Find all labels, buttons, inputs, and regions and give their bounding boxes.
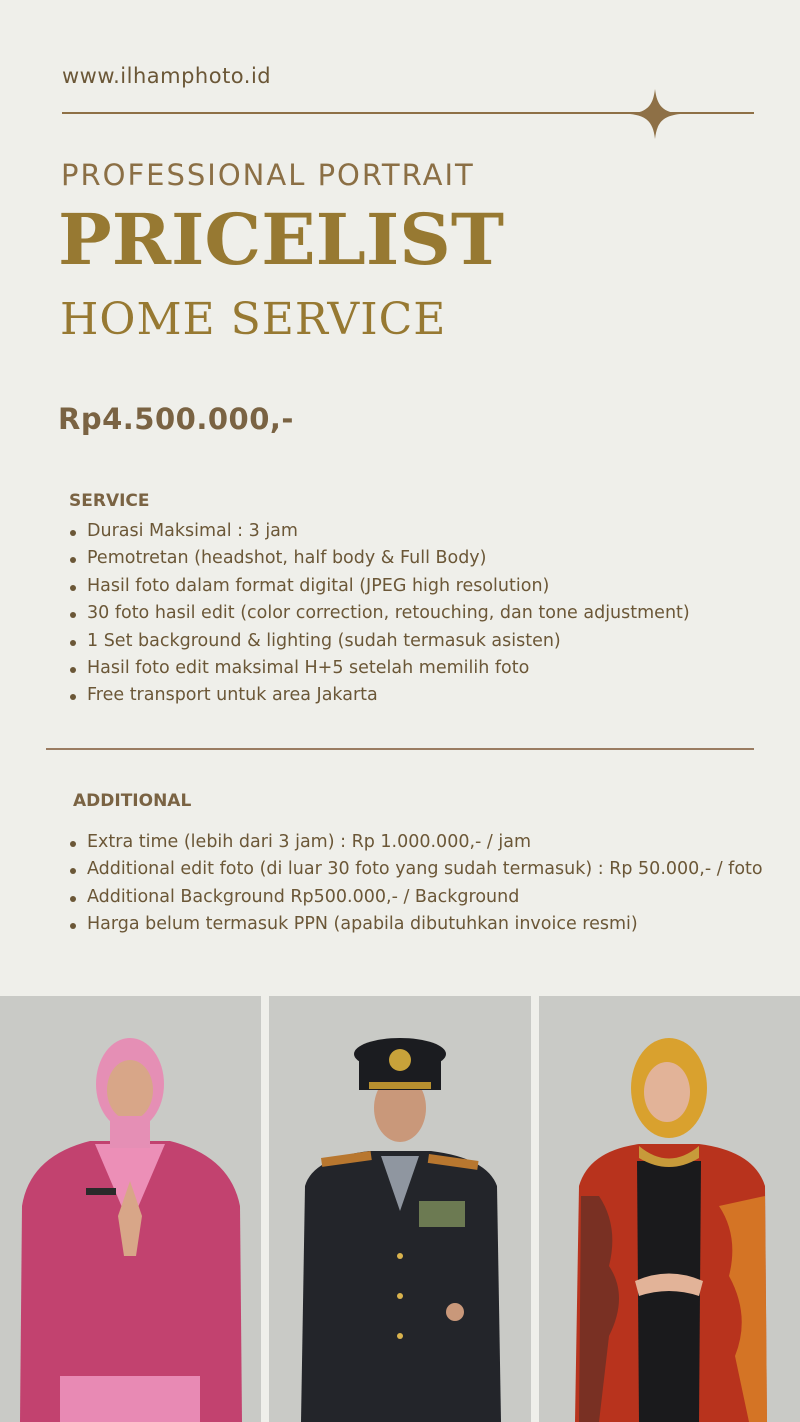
police-officer-image (269, 996, 531, 1422)
list-item: Pemotretan (headshot, half body & Full Body) (70, 545, 690, 572)
sparkle-star-icon (630, 89, 680, 139)
portrait-photo-2 (269, 996, 531, 1422)
list-item: Hasil foto dalam format digital (JPEG high resolution) (70, 573, 690, 600)
subtitle: PROFESSIONAL PORTRAIT (61, 158, 475, 192)
service-list (70, 518, 690, 710)
list-item: Extra time (lebih dari 3 jam) : Rp 1.000.000,- / jam (70, 829, 763, 856)
portrait-photo-1 (0, 996, 261, 1422)
service-type-title: HOME SERVICE (60, 294, 447, 345)
service-heading: SERVICE (69, 491, 150, 511)
additional-heading: ADDITIONAL (73, 791, 192, 811)
list-item: Hasil foto edit maksimal H+5 setelah memilih foto (70, 655, 690, 682)
list-item: 30 foto hasil edit (color correction, retouching, dan tone adjustment) (70, 600, 690, 627)
list-item: Additional Background Rp500.000,- / Background (70, 884, 763, 911)
section-divider (46, 748, 754, 750)
page-title: PRICELIST (58, 198, 504, 281)
additional-list (70, 829, 763, 939)
list-item: Harga belum termasuk PPN (apabila dibutuhkan invoice resmi) (70, 911, 763, 938)
portrait-gallery (0, 996, 800, 1422)
woman-batik-image (539, 996, 800, 1422)
list-item: Free transport untuk area Jakarta (70, 682, 690, 709)
website-url: www.ilhamphoto.id (62, 64, 272, 88)
list-item: 1 Set background & lighting (sudah termasuk asisten) (70, 628, 690, 655)
list-item: Durasi Maksimal : 3 jam (70, 518, 690, 545)
portrait-photo-3 (539, 996, 800, 1422)
woman-pink-hijab-image (0, 996, 261, 1422)
package-price: Rp4.500.000,- (58, 402, 294, 436)
list-item: Additional edit foto (di luar 30 foto yang sudah termasuk) : Rp 50.000,- / foto (70, 856, 763, 883)
